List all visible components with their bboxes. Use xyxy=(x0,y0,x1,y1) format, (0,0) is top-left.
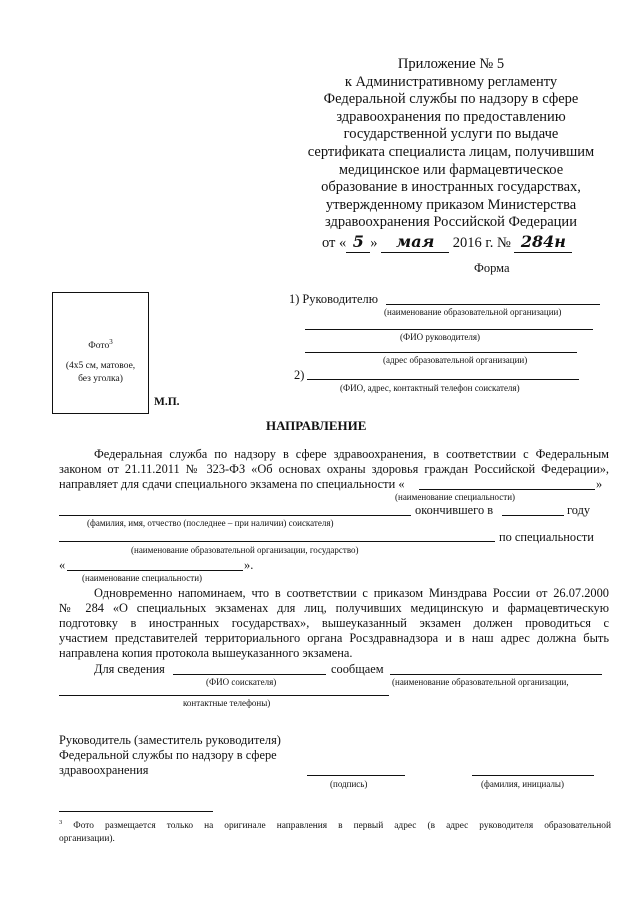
header-line: утвержденному приказом Министерства xyxy=(325,196,577,213)
header-line: образование в иностранных государствах, xyxy=(321,179,581,196)
caption-signature: (подпись) xyxy=(330,779,368,789)
org-address-line xyxy=(305,352,577,353)
caption-org-contacts: (наименование образовательной организации, xyxy=(392,677,569,687)
header-line: государственной услуги по выдаче xyxy=(343,126,559,143)
quote-close-2: ». xyxy=(244,558,254,572)
addressee-1-label: 1) Руководителю xyxy=(289,292,378,306)
appendix-header xyxy=(300,56,602,232)
addressee-2-label: 2) xyxy=(294,368,305,382)
order-number: 284н xyxy=(514,232,572,253)
stamp-label: М.П. xyxy=(154,396,180,408)
caption-name-initials: (фамилия, инициалы) xyxy=(481,779,564,789)
para2-line5: направлена копия протокола вышеуказанного экзамена. xyxy=(59,646,353,660)
signatory-line3: здравоохранения xyxy=(59,763,149,777)
date-day: 5 xyxy=(346,232,370,253)
header-line: Приложение № 5 xyxy=(397,56,505,72)
para2-line3: подготовку в иностранных государствах», вышеуказанный экзамен должен проводиться с xyxy=(59,616,609,630)
header-line: сертификата специалиста лицам, получившим xyxy=(307,143,595,160)
footnote-separator xyxy=(59,811,213,812)
quote-close: » xyxy=(596,477,603,491)
caption-applicant-fio: (ФИО соискателя) xyxy=(206,677,277,687)
by-specialty-label: по специальности xyxy=(499,530,594,544)
header-line: медицинское или фармацевтическое xyxy=(338,161,564,178)
quote-open-2: « xyxy=(59,558,66,572)
order-date: от « 5 » мая 2016 г. № 284н xyxy=(322,232,572,253)
caption-applicant: (ФИО, адрес, контактный телефон соискателя) xyxy=(340,383,520,393)
org-info-line xyxy=(390,674,602,675)
para1-line3: направляет для сдачи специального экзамена по специальности « xyxy=(59,477,405,491)
signature-line xyxy=(307,775,405,776)
caption-specialty-2: (наименование специальности) xyxy=(82,573,203,583)
caption-applicant-name: (фамилия, имя, отчество (последнее – при наличии) соискателя) xyxy=(87,518,334,528)
document-title: НАПРАВЛЕНИЕ xyxy=(266,418,367,433)
addressee-1-line xyxy=(386,304,600,305)
header-line: к Административному регламенту xyxy=(344,73,558,90)
applicant-info-line xyxy=(173,674,326,675)
addressee-2-line xyxy=(307,379,579,380)
name-initials-line xyxy=(472,775,594,776)
specialty-line-2 xyxy=(67,570,243,571)
caption-org-address: (адрес образовательной организации) xyxy=(383,355,528,365)
caption-org-country: (наименование образовательной организации, государство) xyxy=(131,545,359,555)
for-info-label: Для сведения xyxy=(94,662,165,676)
header-line: здравоохранения по предоставлению xyxy=(336,108,566,125)
graduated-label: окончившего в xyxy=(415,503,494,517)
head-name-line xyxy=(305,329,593,330)
signatory-line1: Руководитель (заместитель руководителя) xyxy=(59,733,281,747)
para1-line1: Федеральная служба по надзору в сфере здравоохранения, в соответствии с Федеральным xyxy=(94,447,609,461)
footnote xyxy=(59,816,611,846)
caption-phones: контактные телефоны) xyxy=(183,698,271,708)
org-country-line xyxy=(59,541,495,542)
caption-head-name: (ФИО руководителя) xyxy=(400,332,481,342)
footnote-line1: $^3$ Фото размещается только на оригинале направления в первый адрес (в адрес руководителя образовательной xyxy=(59,819,611,832)
header-line: Федеральной службы по надзору в сфере xyxy=(323,91,579,108)
year-label: году xyxy=(567,503,591,517)
caption-org-name: (наименование образовательной организации) xyxy=(384,307,562,317)
para2-line2: № 284 «О специальных экзаменах для лиц, получивших медицинскую и фармацевтическую xyxy=(59,601,609,615)
specialty-line xyxy=(419,489,595,490)
phones-line xyxy=(59,695,389,696)
photo-corners: без уголка) xyxy=(78,374,123,385)
signatory-line2: Федеральной службы по надзору в сфере xyxy=(59,748,277,762)
date-month: мая xyxy=(381,232,449,253)
para1-line2: законом от 21.11.2011 № 323-ФЗ «Об основах охраны здоровья граждан Российской Федерации», xyxy=(59,462,609,476)
para2-line1: Одновременно напоминаем, что в соответствии с приказом Минздрава России от 26.07.2000 xyxy=(94,586,609,600)
form-label: Форма xyxy=(474,261,510,275)
we-inform-label: сообщаем xyxy=(331,662,384,676)
header-line: здравоохранения Российской Федерации xyxy=(325,214,577,231)
photo-size: (4х5 см, матовое, xyxy=(65,361,136,372)
applicant-name-line xyxy=(59,515,411,516)
year-line xyxy=(502,515,564,516)
para2-line4: участием представителей территориального органа Росздравнадзора и в наш адрес должна быть xyxy=(59,631,609,645)
photo-box xyxy=(52,292,149,414)
photo-title: Фото$^3$ xyxy=(88,338,113,352)
caption-specialty: (наименование специальности) xyxy=(395,492,516,502)
footnote-line2: организации). xyxy=(59,834,115,845)
